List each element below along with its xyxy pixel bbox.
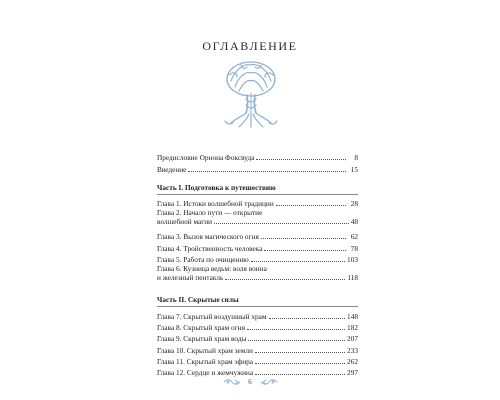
table-of-contents xyxy=(157,151,358,377)
toc-entry-label: Глава 7. Скрытый воздушный храм xyxy=(157,311,267,321)
dot-leader xyxy=(248,340,345,341)
toc-entry[interactable] xyxy=(157,366,358,377)
toc-entry[interactable] xyxy=(157,343,358,354)
toc-entry-label: Глава 9. Скрытый храм воды xyxy=(157,334,247,344)
toc-entry-label: Глава 5. Работа по очищению xyxy=(157,255,249,265)
page-title: ОГЛАВЛЕНИЕ xyxy=(202,39,298,53)
tree-ornament-icon xyxy=(219,57,283,129)
toc-entry-label: Глава 2. Начало пути — открытие xyxy=(157,208,263,218)
toc-entry-label-continued: и железный пентакль xyxy=(157,273,224,283)
dot-leader xyxy=(256,159,346,160)
toc-entry-label: Глава 8. Скрытый храм огня xyxy=(157,322,245,332)
toc-entry-label: Глава 6. Кузница ведьм: воля воина xyxy=(157,264,267,274)
toc-entry-page: 15 xyxy=(350,164,358,174)
toc-entry[interactable] xyxy=(157,321,358,332)
part-heading: Часть I. Подготовка к путешествию xyxy=(157,182,358,195)
dot-leader xyxy=(188,171,346,172)
toc-entry-label: Глава 1. Истоки волшебной традиции xyxy=(157,199,274,209)
dot-leader xyxy=(255,352,345,353)
toc-entry[interactable] xyxy=(157,151,358,162)
toc-entry[interactable] xyxy=(157,208,358,230)
toc-entry-label: Глава 11. Скрытый храм эфира xyxy=(157,356,254,366)
dot-leader xyxy=(269,318,346,319)
part-heading: Часть II. Скрытые силы xyxy=(157,294,358,307)
right-flourish-icon xyxy=(260,378,278,386)
toc-entry-label: Предисловие Орнона Фоксвуда xyxy=(157,153,255,163)
toc-entry-page: 182 xyxy=(347,322,358,332)
toc-entry-label: Глава 12. Сердце и жемчужина xyxy=(157,368,254,378)
dot-leader xyxy=(225,279,345,280)
toc-entry-label-continued: волшебной магии xyxy=(157,217,213,227)
toc-entry[interactable] xyxy=(157,332,358,343)
dot-leader xyxy=(255,374,345,375)
toc-entry-label: Введение xyxy=(157,164,187,174)
toc-entry-page: 297 xyxy=(347,368,358,378)
toc-entry-label: Глава 10. Скрытый храм земли xyxy=(157,345,253,355)
toc-entry-page: 233 xyxy=(347,345,358,355)
toc-entry[interactable] xyxy=(157,162,358,173)
toc-entry-label: Глава 3. Вызов магического огня xyxy=(157,232,259,242)
toc-entry[interactable] xyxy=(157,241,358,252)
toc-entry-page: 28 xyxy=(350,199,358,209)
toc-entry-page: 103 xyxy=(347,255,358,265)
toc-entry-page: 118 xyxy=(347,273,358,283)
toc-entry[interactable] xyxy=(157,253,358,264)
page-number: 6 xyxy=(248,378,252,386)
dot-leader xyxy=(264,250,346,251)
toc-entry[interactable] xyxy=(157,309,358,320)
dot-leader xyxy=(214,223,349,224)
toc-entry-page: 262 xyxy=(347,356,358,366)
toc-entry-page: 62 xyxy=(350,232,358,242)
toc-entry-page: 8 xyxy=(354,153,358,163)
dot-leader xyxy=(255,363,345,364)
toc-entry[interactable] xyxy=(157,355,358,366)
toc-entry[interactable] xyxy=(157,264,358,286)
toc-entry-label: Глава 4. Тройственность человека xyxy=(157,243,263,253)
toc-entry[interactable] xyxy=(157,197,358,208)
dot-leader xyxy=(251,261,345,262)
toc-entry-page: 48 xyxy=(350,217,358,227)
page-footer xyxy=(0,378,500,386)
dot-leader xyxy=(261,238,346,239)
toc-entry-page: 78 xyxy=(350,243,358,253)
dot-leader xyxy=(276,205,346,206)
dot-leader xyxy=(247,329,345,330)
left-flourish-icon xyxy=(223,378,241,386)
toc-entry-page: 207 xyxy=(347,334,358,344)
toc-entry[interactable] xyxy=(157,230,358,241)
toc-entry-page: 148 xyxy=(347,311,358,321)
